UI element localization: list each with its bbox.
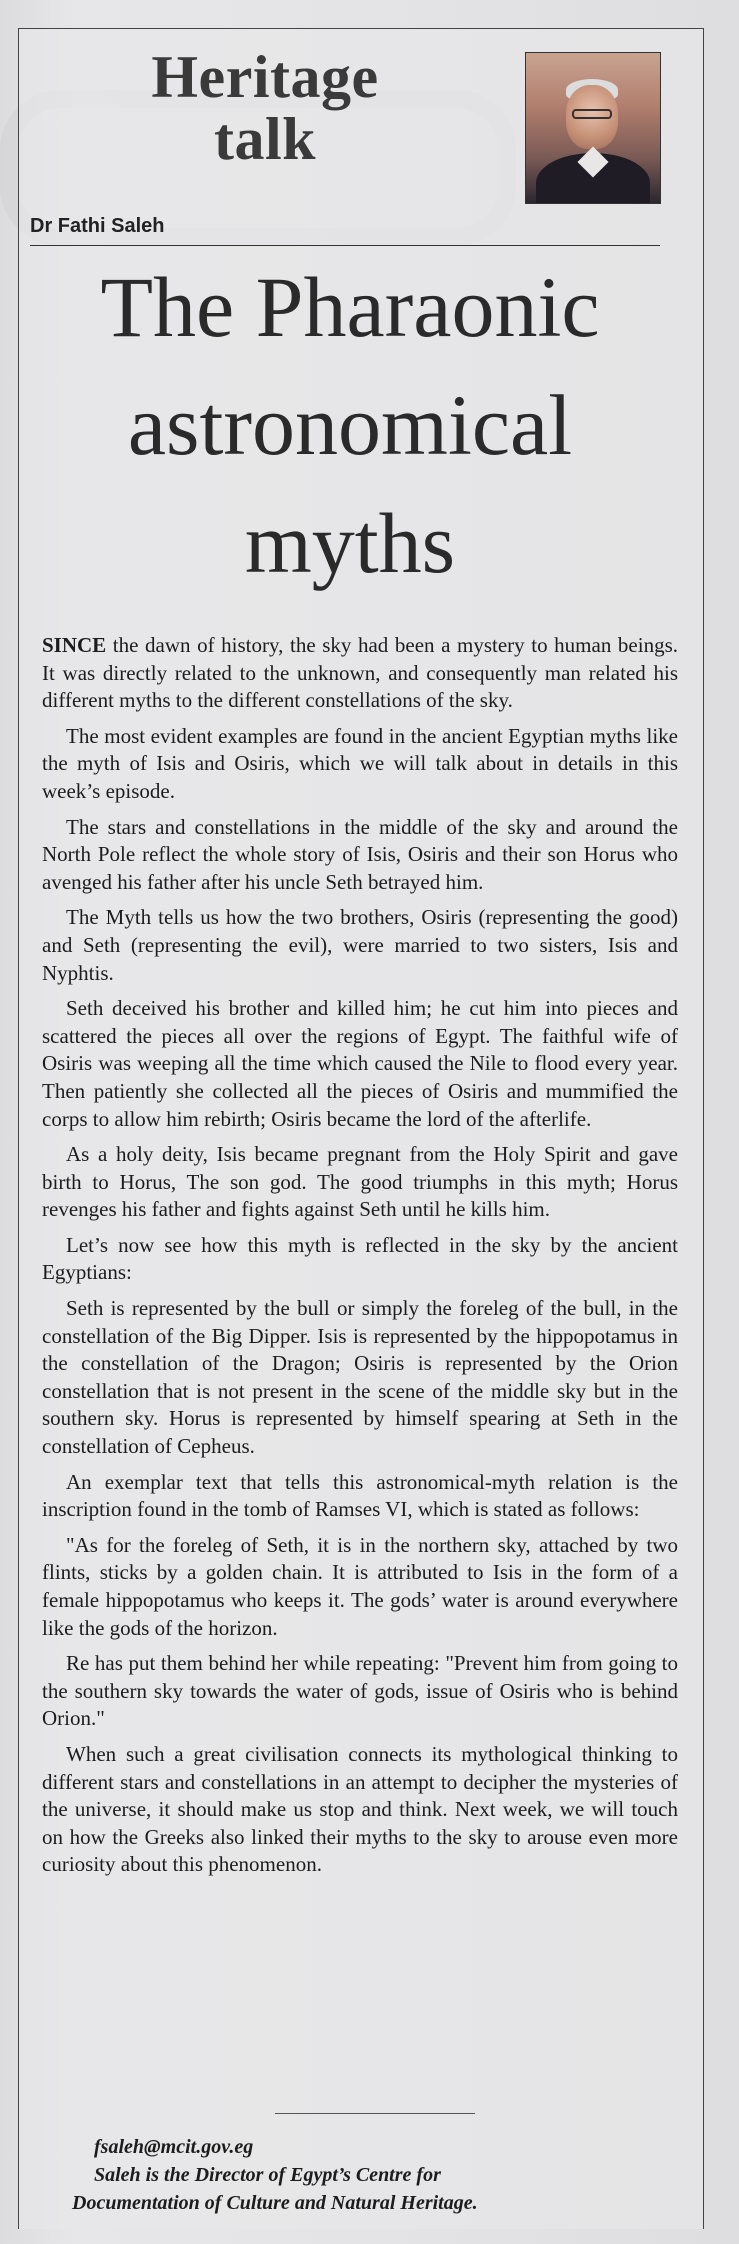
paragraph-7: Let’s now see how this myth is reflected in the sky by the ancient Egyptians: bbox=[42, 1232, 678, 1285]
photo-glasses bbox=[572, 109, 612, 119]
header-rule bbox=[30, 245, 660, 246]
article-headline bbox=[30, 248, 670, 602]
headline-line1: The Pharaonic bbox=[100, 259, 600, 355]
paragraph-10: "As for the foreleg of Seth, it is in the northern sky, attached by two flints, sticks by a golden chain. It is attributed to Isis in the form of a female hippopotamus who keeps it. The gods’ water is around everywhere like the gods of the horizon. bbox=[42, 1532, 678, 1640]
author-footer bbox=[72, 2133, 672, 2217]
author-byline: Dr Fathi Saleh bbox=[30, 215, 165, 237]
paragraph-1-text: the dawn of history, the sky had been a mystery to human beings. It was directly related to the unknown, and consequently man related his different myths to the different constellations of the sky. bbox=[42, 633, 678, 713]
lead-word: SINCE bbox=[42, 633, 107, 657]
paragraph-2: The most evident examples are found in the ancient Egyptian myths like the myth of Isis and Osiris, which we will talk about in details in this week’s episode. bbox=[42, 723, 678, 803]
section-title-line1: Heritage bbox=[151, 44, 379, 110]
paragraph-8: Seth is represented by the bull or simply the foreleg of the bull, in the constellation of the Big Dipper. Isis is represented by the hippopotamus in the constellation of the Dragon; Osiris is represented by the Orion constellation that is not present in the scene of the middle sky but in the southern sky. Horus is represented by himself spearing at Seth in the constellation of Cepheus. bbox=[42, 1296, 678, 1459]
paragraph-1 bbox=[42, 632, 678, 715]
author-bio-line2: Documentation of Culture and Natural Heritage. bbox=[72, 2192, 478, 2214]
author-bio-line1: Saleh is the Director of Egypt’s Centre for bbox=[94, 2164, 441, 2186]
signature-rule bbox=[275, 2113, 475, 2114]
headline-line2: astronomical bbox=[127, 377, 573, 473]
author-photo bbox=[525, 52, 661, 204]
paragraph-9: An exemplar text that tells this astronomical-myth relation is the inscription found in the tomb of Ramses VI, which is stated as follows: bbox=[42, 1469, 678, 1522]
section-title-line2: talk bbox=[213, 106, 317, 172]
paragraph-5: Seth deceived his brother and killed him; he cut him into pieces and scattered the pieces all over the regions of Egypt. The faithful wife of Osiris was weeping all the time which caused the Nile to flood every year. Then patiently she collected all the pieces of Osiris and mummified the corps to allow him rebirth; Osiris became the lord of the afterlife. bbox=[42, 996, 678, 1131]
author-email: fsaleh@mcit.gov.eg bbox=[94, 2136, 254, 2158]
paragraph-6: As a holy deity, Isis became pregnant from the Holy Spirit and gave birth to Horus, The son god. The good triumphs in this myth; Horus revenges his father and fights against Seth until he kills him. bbox=[42, 1142, 678, 1222]
paragraph-4: The Myth tells us how the two brothers, Osiris (representing the good) and Seth (representing the evil), were married to two sisters, Isis and Nyphtis. bbox=[42, 905, 678, 985]
headline-line3: myths bbox=[244, 495, 456, 591]
section-title bbox=[100, 46, 430, 170]
paragraph-3: The stars and constellations in the middle of the sky and around the North Pole reflect the whole story of Isis, Osiris and their son Horus who avenged his father after his uncle Seth betrayed him. bbox=[42, 814, 678, 894]
paragraph-11: Re has put them behind her while repeating: "Prevent him from going to the southern sky towards the water of gods, issue of Osiris who is behind Orion." bbox=[42, 1651, 678, 1731]
paragraph-12: When such a great civilisation connects its mythological thinking to different stars and constellations in an attempt to decipher the mysteries of the universe, it should make us stop and think. Next week, we will touch on how the Greeks also linked their myths to the sky to arouse even more curiosity about this phenomenon. bbox=[42, 1741, 678, 1877]
article-body bbox=[42, 632, 678, 1887]
